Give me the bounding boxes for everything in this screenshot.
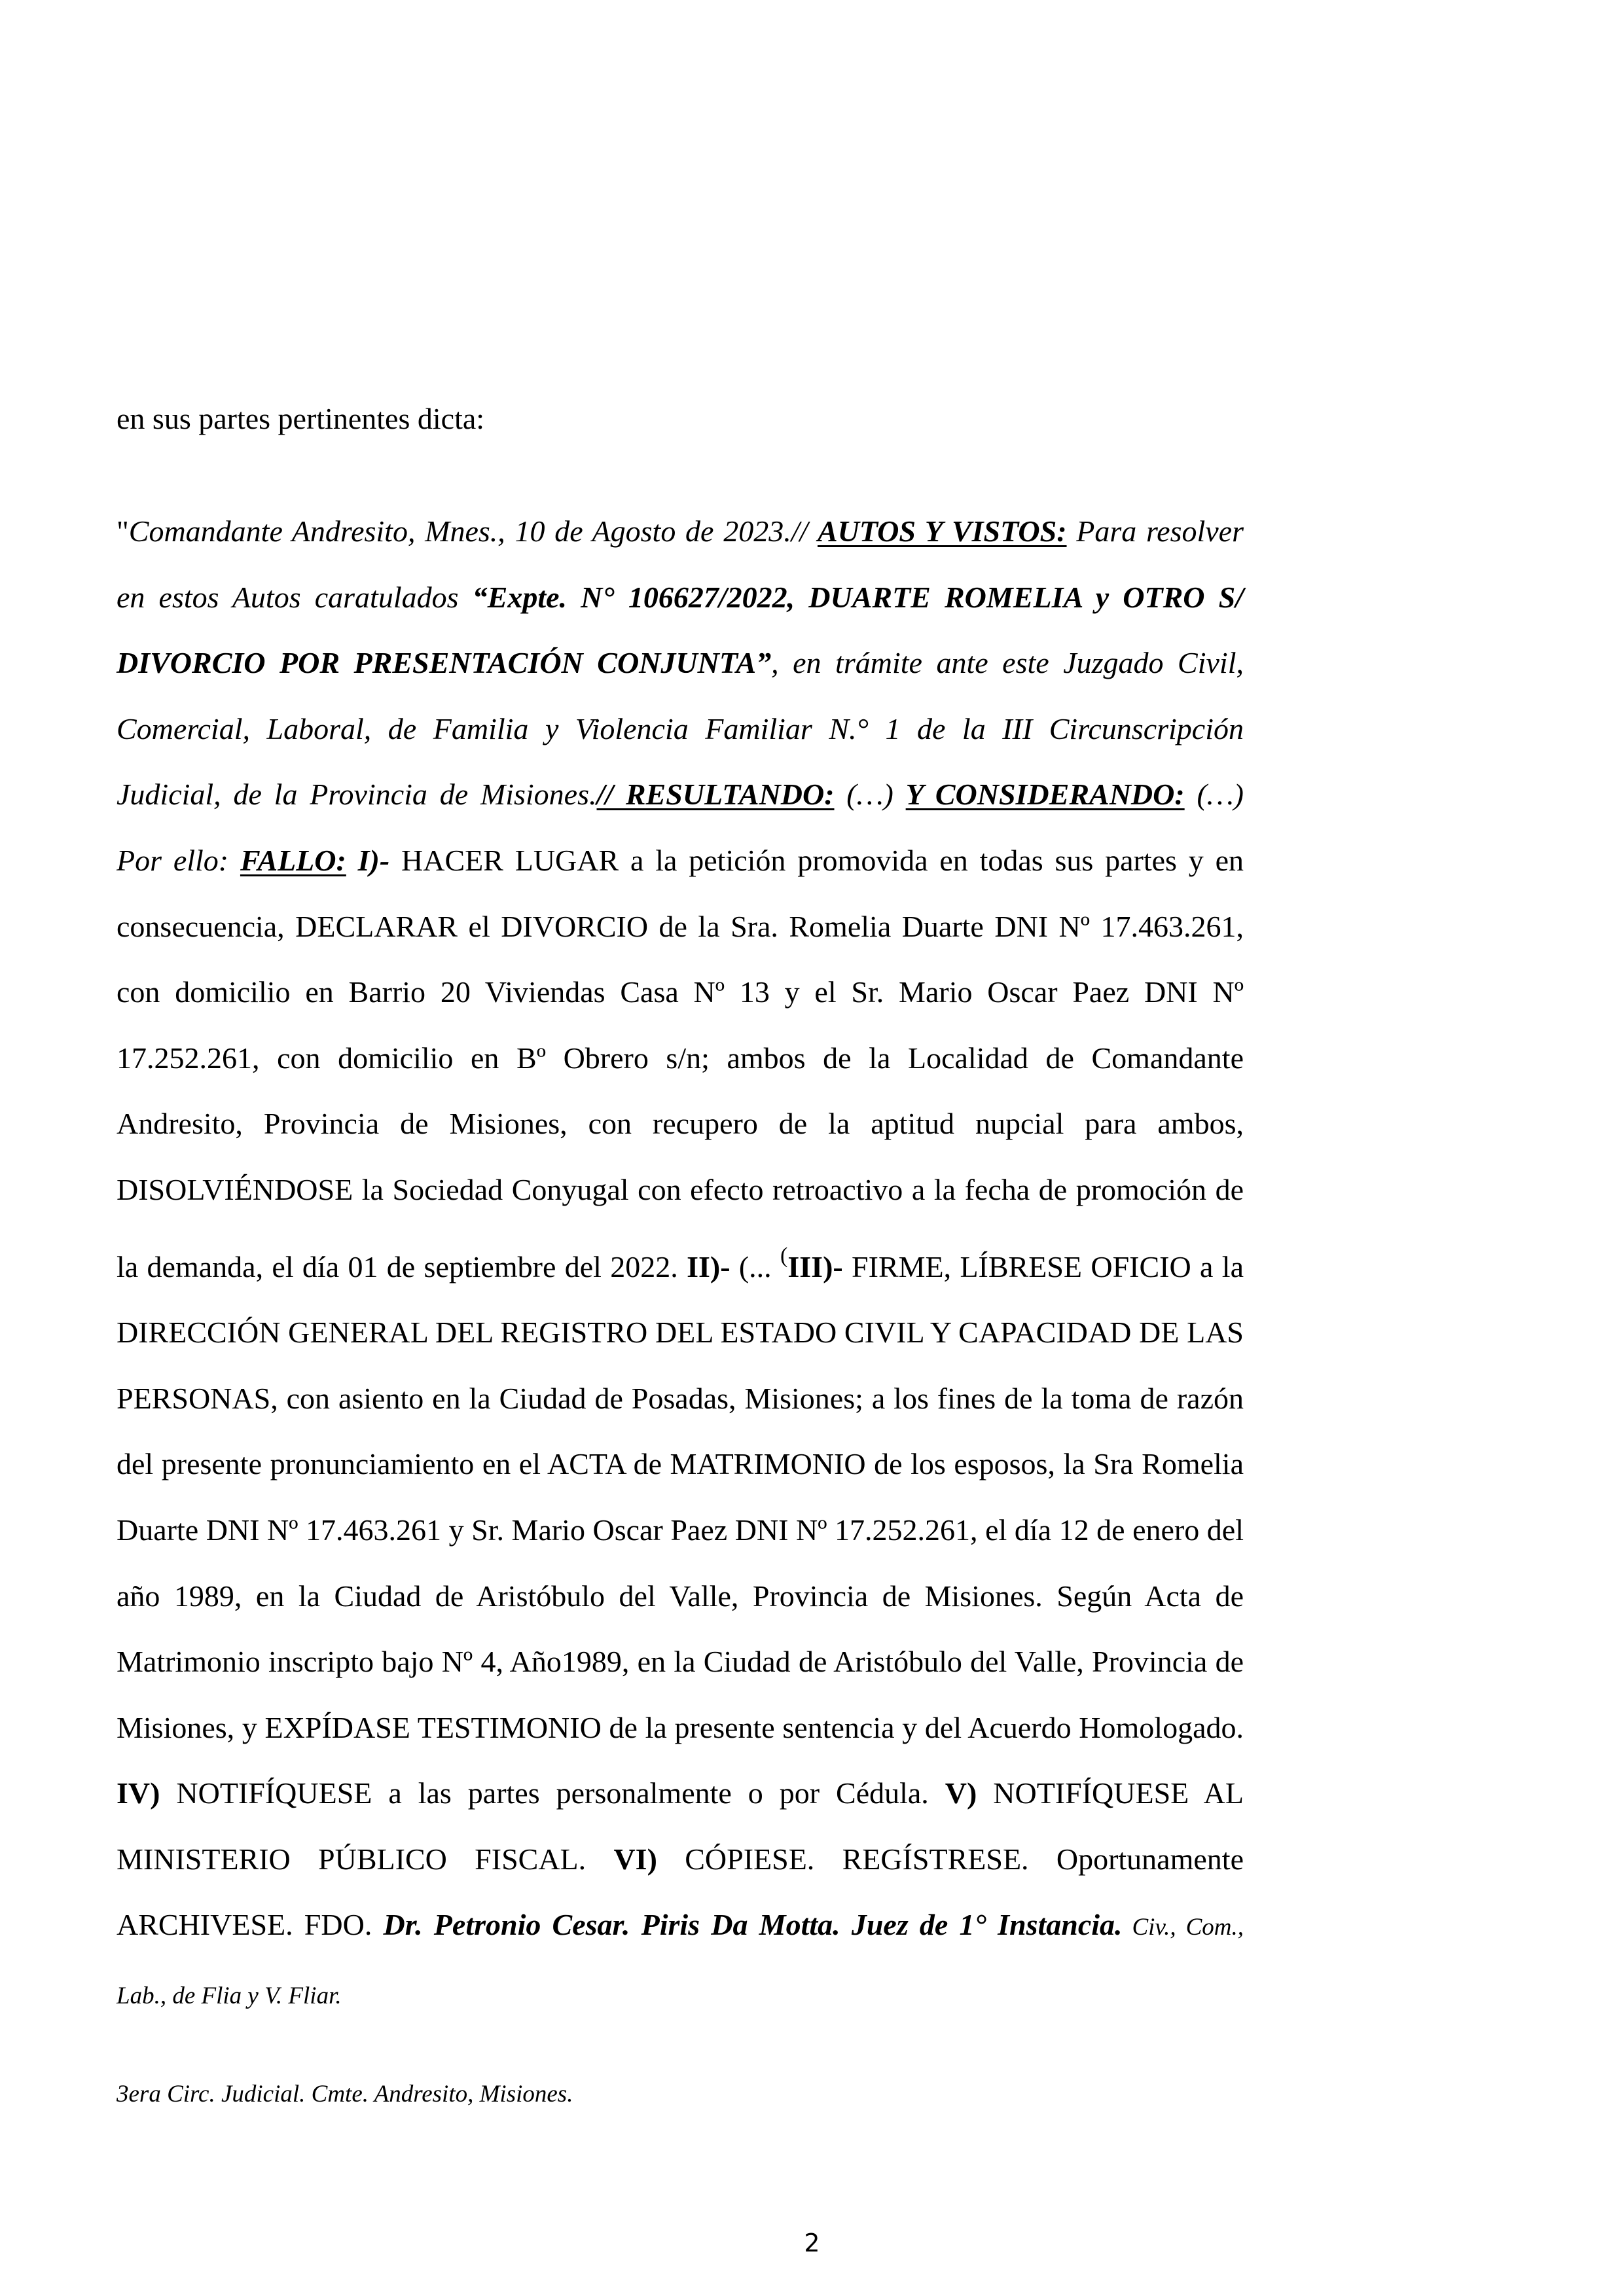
considerando-heading: Y CONSIDERANDO: <box>905 778 1185 812</box>
item-3-label: III)- <box>787 1249 843 1283</box>
item-1-text: HACER LUGAR a la petición promovida en todas sus partes y en consecuencia, DECLARAR el DIVORCIO de la Sra. Romelia Duarte DNI Nº 17.463.261, con domicilio en Barrio 20 Viviendas Casa Nº 13 y el Sr. Mario Oscar Paez DNI Nº 17.252.261, con domicilio en Bº Obrero s/n; ambos de la Localidad de Comandante Andresito, Provincia de Misiones, con recupero de la aptitud nupcial para ambos, DISOLVIÉNDOSE la Sociedad Conyugal con efecto retroactivo a la fecha de promoción de la demanda, el día 01 de septiembre del 2022. <box>117 843 1244 1283</box>
sentence-quote <box>117 499 1244 2030</box>
item-3-text: FIRME, LÍBRESE OFICIO a la DIRECCIÓN GENERAL DEL REGISTRO DEL ESTADO CIVIL Y CAPACIDAD DE LAS PERSONAS, con asiento en la Ciudad de Posadas, Misiones; a los fines de la toma de razón del presente pronunciamiento en el ACTA de MATRIMONIO de los esposos, la Sra Romelia Duarte DNI Nº 17.463.261 y Sr. Mario Oscar Paez DNI Nº 17.252.261, el día 12 de enero del año 1989, en la Ciudad de Aristóbulo del Valle, Provincia de Misiones. Según Acta de Matrimonio inscripto bajo Nº 4, Año1989, en la Ciudad de Aristóbulo del Valle, Provincia de Misiones, y EXPÍDASE TESTIMONIO de la presente sentencia y del Acuerdo Homologado. <box>117 1249 1244 1744</box>
quote-mark: " <box>117 514 129 548</box>
case-title: “Expte. N° 106627/2022, DUARTE ROMELIA y OTRO S/ DIVORCIO POR PRESENTACIÓN CONJUNTA” <box>117 580 1244 680</box>
item-2-text: (... <box>730 1249 781 1283</box>
item-5-text: NOTIFÍQUESE AL MINISTERIO PÚBLICO FISCAL. <box>117 1776 1244 1876</box>
intro-line: en sus partes pertinentes dicta: <box>117 402 485 435</box>
resolver-text: Para resolver en estos Autos caratulados <box>117 514 1244 614</box>
ellipsis-text: (…) <box>834 778 906 812</box>
place-date: Comandante Andresito, Mnes., 10 de Agosto de 2023.// <box>128 514 818 548</box>
item-5-label: V) <box>945 1776 977 1810</box>
fallo-heading: FALLO: <box>240 843 346 877</box>
item-2-label: II)- <box>687 1249 731 1283</box>
resultando-heading: // RESULTANDO: <box>596 778 835 812</box>
judge-signature: Dr. Petronio Cesar. Piris Da Motta. Juez de 1° Instancia. <box>383 1908 1123 1942</box>
item-4-label: IV) <box>117 1776 160 1810</box>
superscript-paren: ( <box>780 1243 788 1268</box>
court-abbrev-line: Civ., Com., Lab., de Flia y V. Fliar. <box>117 1914 1244 2010</box>
por-ello-text: (…) Por ello: <box>117 778 1244 877</box>
court-footer-line: 3era Circ. Judicial. Cmte. Andresito, Misiones. <box>117 2081 573 2108</box>
item-4-text: NOTIFÍQUESE a las partes personalmente o por Cédula. <box>160 1776 945 1810</box>
item-6-label: VI) <box>613 1842 657 1876</box>
autos-vistos-heading: AUTOS Y VISTOS: <box>817 514 1067 548</box>
item-6-text: CÓPIESE. REGÍSTRESE. Oportunamente ARCHIVESE. FDO. <box>117 1842 1244 1942</box>
page-number: 2 <box>804 2229 820 2257</box>
item-1-label: I)- <box>346 843 402 877</box>
court-text: , en trámite ante este Juzgado Civil, Comercial, Laboral, de Familia y Violencia Familiar N.° 1 de la III Circunscripción Judicial, de la Provincia de Misiones. <box>117 646 1244 812</box>
